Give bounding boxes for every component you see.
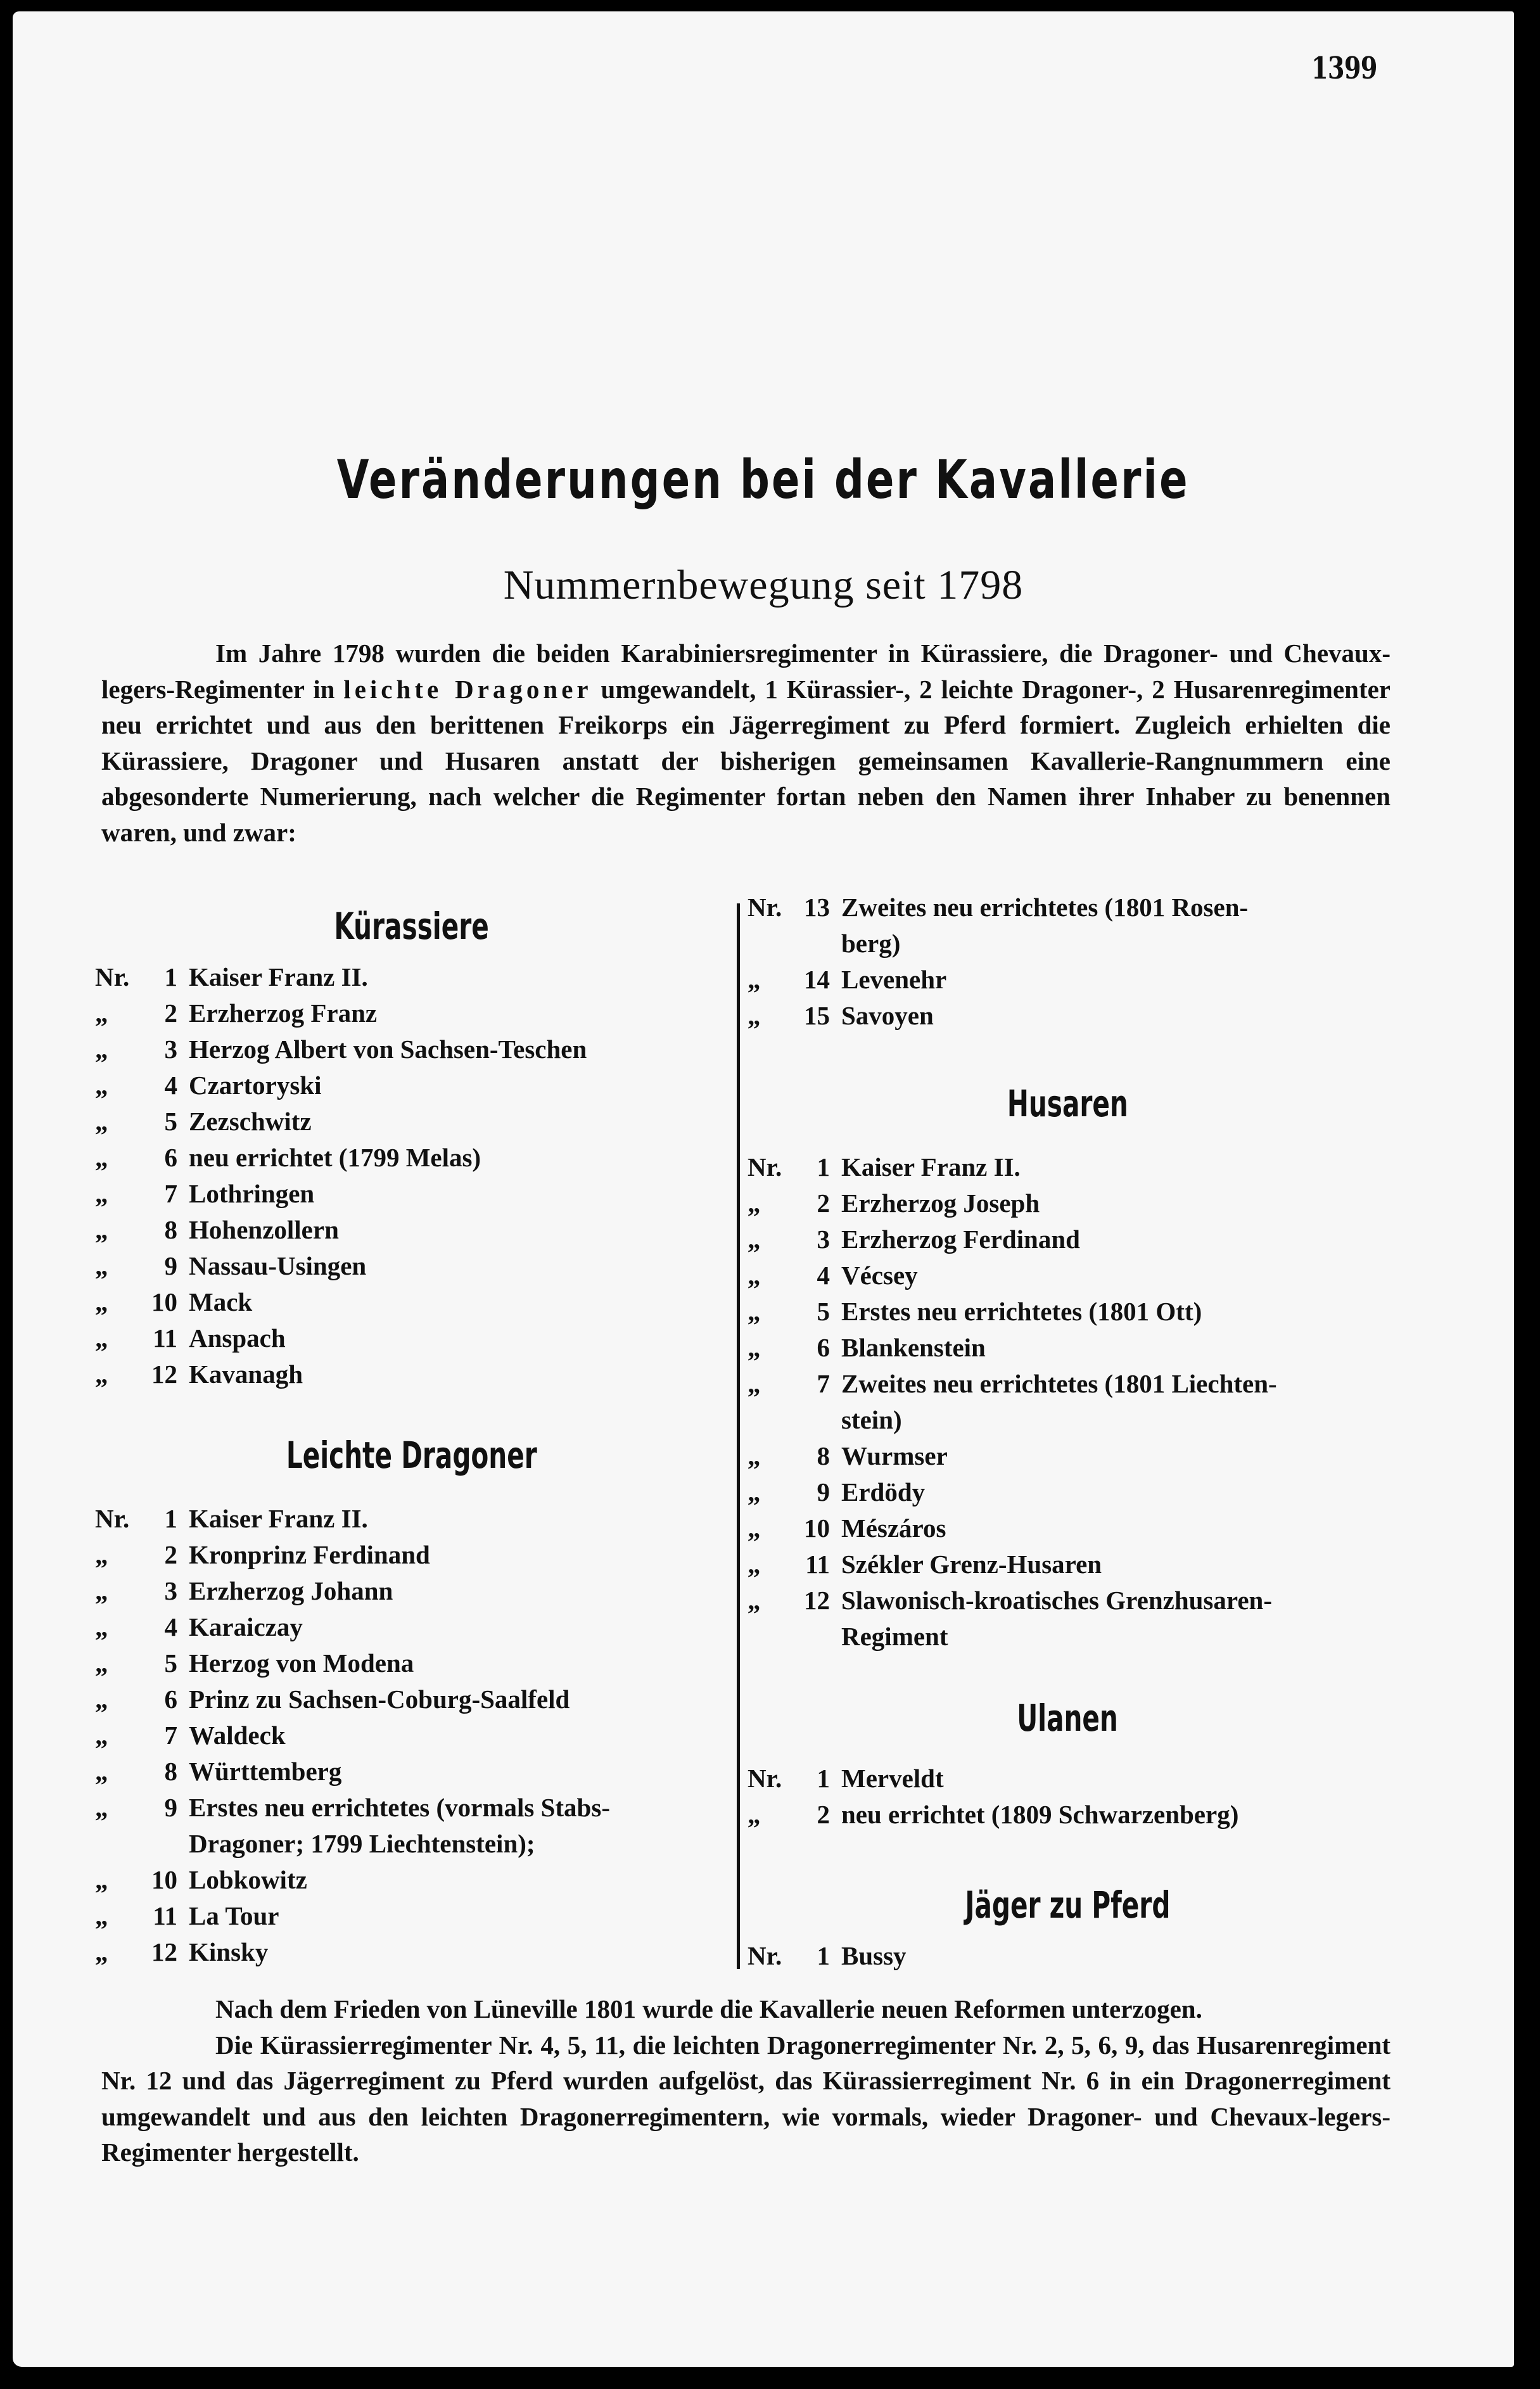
entry-number: 4: [164, 1071, 177, 1100]
entry-number: 5: [164, 1107, 177, 1136]
entry-name-continuation: stein): [841, 1405, 902, 1434]
entry-name: Zezschwitz: [189, 1107, 312, 1136]
intro-paragraph: [101, 635, 1390, 850]
entry-prefix: Nr.: [748, 1764, 782, 1793]
entry-number: 3: [164, 1035, 177, 1064]
entry-name: Karaiczay: [189, 1612, 303, 1641]
entry-name: Merveldt: [841, 1764, 944, 1793]
entry-name: La Tour: [189, 1901, 279, 1930]
entry-number: 1: [164, 1504, 177, 1533]
entry-prefix: „: [95, 1612, 108, 1641]
entry-number: 7: [164, 1721, 177, 1750]
entry-name: Herzog von Modena: [189, 1648, 414, 1678]
entry-prefix: Nr.: [95, 962, 130, 991]
closing-paragraph-1: Nach dem Frieden von Lüneville 1801 wurde die Kavallerie neuen Reformen unterzogen.: [215, 1994, 1202, 2023]
intro-text-2: umgewandelt, 1 Kürassier-, 2 leichte Dragoner-, 2 Husarenregimenter neu errichtet und aus den berittenen Freikorps ein Jägerregiment zu Pferd formiert. Zugleich erhielten die Kürassiere, Dragoner und Husaren anstatt der bisherigen gemeinsamen Kavallerie-Rangnummern eine abgesonderte Numerierung, nach welcher die Regimenter fortan neben den Namen ihrer Inhaber zu benennen waren, und zwar:: [101, 674, 1391, 847]
intro-text-1: Im Jahre 1798 wurden die beiden Karabiniersregimenter in Kürassiere, die Dragoner- und Chevaux-legers-Regimenter in: [101, 639, 1390, 704]
entry-name: Erzherzog Joseph: [841, 1188, 1040, 1218]
entry-number: 6: [164, 1685, 177, 1714]
entry-prefix: „: [95, 1251, 108, 1280]
entry-name: Kaiser Franz II.: [841, 1152, 1021, 1182]
entry-prefix: „: [95, 1757, 108, 1786]
entry-name: Bussy: [841, 1941, 907, 1970]
entry-prefix: „: [95, 1721, 108, 1750]
heading-husaren: Husaren: [1007, 1082, 1128, 1125]
entry-number: 9: [164, 1251, 177, 1280]
closing-paragraph-2: Die Kürassierregimenter Nr. 4, 5, 11, die leichten Dragonerregimenter Nr. 2, 5, 6, 9, das Husarenregiment Nr. 12 und das Jägerregiment zu Pferd wurden aufgelöst, das Kürassierregiment Nr. 6 in ein Dragonerregiment umgewandelt und aus den leichten Dragonerregimentern, wie vormals, wieder Dragoner- und Chevaux-legers-Regimenter hergestellt.: [101, 2030, 1390, 2167]
entry-number: 15: [804, 1001, 830, 1030]
entry-number: 11: [153, 1323, 177, 1353]
entry-name: Lothringen: [189, 1179, 315, 1208]
entry-number: 8: [817, 1441, 830, 1470]
entry-number: 8: [164, 1215, 177, 1244]
entry-prefix: „: [748, 1550, 761, 1579]
entry-prefix: „: [95, 1215, 108, 1244]
entry-prefix: „: [748, 1477, 761, 1507]
entry-number: 11: [805, 1550, 830, 1579]
entry-prefix: „: [748, 1297, 761, 1326]
heading-leichte-dragoner: Leichte Dragoner: [286, 1434, 537, 1477]
page-subtitle: Nummernbewegung seit 1798: [503, 562, 1024, 608]
entry-name: Slawonisch-kroatisches Grenzhusaren-: [841, 1586, 1272, 1615]
entry-prefix: „: [748, 1261, 761, 1290]
entry-prefix: Nr.: [748, 1941, 782, 1970]
entry-prefix: „: [95, 1323, 108, 1353]
entry-name: Zweites neu errichtetes (1801 Rosen-: [841, 893, 1249, 922]
entry-prefix: Nr.: [748, 893, 782, 922]
column-divider: [737, 903, 740, 1969]
entry-number: 7: [164, 1179, 177, 1208]
entry-prefix: „: [748, 1513, 761, 1543]
entry-number: 8: [164, 1757, 177, 1786]
page-number: 1399: [1311, 51, 1377, 86]
entry-prefix: „: [95, 1360, 108, 1389]
entry-prefix: „: [748, 1001, 761, 1030]
entry-number: 4: [164, 1612, 177, 1641]
entry-name: Württemberg: [189, 1757, 342, 1786]
entry-prefix: Nr.: [95, 1504, 130, 1533]
entry-prefix: „: [748, 1333, 761, 1362]
heading-kurassiere: Kürassiere: [334, 905, 490, 948]
entry-name: Vécsey: [841, 1261, 918, 1290]
entry-number: 9: [164, 1793, 177, 1822]
entry-number: 1: [164, 962, 177, 991]
entry-prefix: „: [95, 1107, 108, 1136]
entry-name: Waldeck: [189, 1721, 286, 1750]
entry-prefix: „: [748, 1225, 761, 1254]
page-title: [13, 449, 1514, 511]
entry-name: Kavanagh: [189, 1360, 303, 1389]
entry-number: 2: [817, 1800, 830, 1829]
entry-number: 6: [164, 1143, 177, 1172]
entry-number: 13: [804, 893, 830, 922]
entry-prefix: Nr.: [748, 1152, 782, 1182]
heading-jaeger-zu-pferd: Jäger zu Pferd: [965, 1883, 1170, 1927]
entry-name: Blankenstein: [841, 1333, 986, 1362]
entry-number: 12: [151, 1360, 177, 1389]
entry-number: 10: [151, 1287, 177, 1316]
entry-name: Kinsky: [189, 1937, 269, 1966]
entry-prefix: „: [748, 1586, 761, 1615]
entry-number: 12: [151, 1937, 177, 1966]
entry-prefix: „: [95, 1287, 108, 1316]
entry-prefix: „: [95, 1576, 108, 1605]
entry-name: neu errichtet (1799 Melas): [189, 1143, 481, 1172]
entry-number: 12: [804, 1586, 830, 1615]
entry-name: Wurmser: [841, 1441, 948, 1470]
entry-name: Zweites neu errichtetes (1801 Liechten-: [841, 1369, 1277, 1398]
entry-number: 11: [153, 1901, 177, 1930]
entry-prefix: „: [748, 965, 761, 994]
document-page: [13, 11, 1514, 2367]
entry-number: 10: [804, 1513, 830, 1543]
entry-name: neu errichtet (1809 Schwarzenberg): [841, 1800, 1239, 1829]
entry-number: 4: [817, 1261, 830, 1290]
entry-prefix: „: [95, 1648, 108, 1678]
entry-name: Savoyen: [841, 1001, 934, 1030]
entry-prefix: „: [95, 1540, 108, 1569]
entry-prefix: „: [748, 1188, 761, 1218]
entry-number: 10: [151, 1865, 177, 1894]
entry-prefix: „: [95, 1071, 108, 1100]
entry-prefix: „: [95, 1685, 108, 1714]
entry-name: Kronprinz Ferdinand: [189, 1540, 430, 1569]
entry-prefix: „: [748, 1441, 761, 1470]
entry-number: 5: [164, 1648, 177, 1678]
entry-name: Anspach: [189, 1323, 286, 1353]
entry-number: 2: [164, 998, 177, 1028]
entry-prefix: „: [95, 998, 108, 1028]
entry-prefix: „: [748, 1369, 761, 1398]
entry-name: Lobkowitz: [189, 1865, 307, 1894]
entry-number: 1: [817, 1152, 830, 1182]
entry-name: Nassau-Usingen: [189, 1251, 367, 1280]
entry-name: Erzherzog Franz: [189, 998, 378, 1028]
entry-name: Czartoryski: [189, 1071, 322, 1100]
closing-paragraphs: [101, 1991, 1390, 2170]
entry-prefix: „: [95, 1143, 108, 1172]
heading-ulanen: Ulanen: [1017, 1697, 1118, 1740]
entry-number: 5: [817, 1297, 830, 1326]
entry-number: 3: [817, 1225, 830, 1254]
entry-name: Kaiser Franz II.: [189, 1504, 368, 1533]
entry-name: Erzherzog Ferdinand: [841, 1225, 1080, 1254]
entry-number: 1: [817, 1764, 830, 1793]
entry-name: Erstes neu errichtetes (vormals Stabs-: [189, 1793, 610, 1822]
entry-number: 1: [817, 1941, 830, 1970]
page-title-text: Veränderungen bei der Kavallerie: [337, 449, 1190, 511]
entry-name: Levenehr: [841, 965, 947, 994]
entry-name-continuation: Dragoner; 1799 Liechtenstein);: [189, 1829, 535, 1858]
entry-number: 7: [817, 1369, 830, 1398]
entry-number: 2: [817, 1188, 830, 1218]
entry-name: Erstes neu errichtetes (1801 Ott): [841, 1297, 1202, 1326]
entry-number: 3: [164, 1576, 177, 1605]
entry-name: Prinz zu Sachsen-Coburg-Saalfeld: [189, 1685, 570, 1714]
entry-prefix: „: [95, 1793, 108, 1822]
entry-number: 2: [164, 1540, 177, 1569]
entry-prefix: „: [95, 1865, 108, 1894]
entry-number: 9: [817, 1477, 830, 1507]
entry-prefix: „: [748, 1800, 761, 1829]
entry-name: Herzog Albert von Sachsen-Teschen: [189, 1035, 587, 1064]
entry-number: 6: [817, 1333, 830, 1362]
entry-name-continuation: berg): [841, 929, 901, 958]
entry-name: Erdödy: [841, 1477, 926, 1507]
entry-prefix: „: [95, 1035, 108, 1064]
entry-name: Mack: [189, 1287, 253, 1316]
entry-number: 14: [804, 965, 830, 994]
entry-name: Erzherzog Johann: [189, 1576, 393, 1605]
intro-spaced-text: leichte Dragoner: [343, 674, 592, 704]
entry-prefix: „: [95, 1901, 108, 1930]
entry-name: Székler Grenz-Husaren: [841, 1550, 1102, 1579]
entry-prefix: „: [95, 1937, 108, 1966]
entry-name: Kaiser Franz II.: [189, 962, 368, 991]
entry-name-continuation: Regiment: [841, 1622, 948, 1651]
entry-name: Hohenzollern: [189, 1215, 339, 1244]
entry-name: Mészáros: [841, 1513, 946, 1543]
entry-prefix: „: [95, 1179, 108, 1208]
